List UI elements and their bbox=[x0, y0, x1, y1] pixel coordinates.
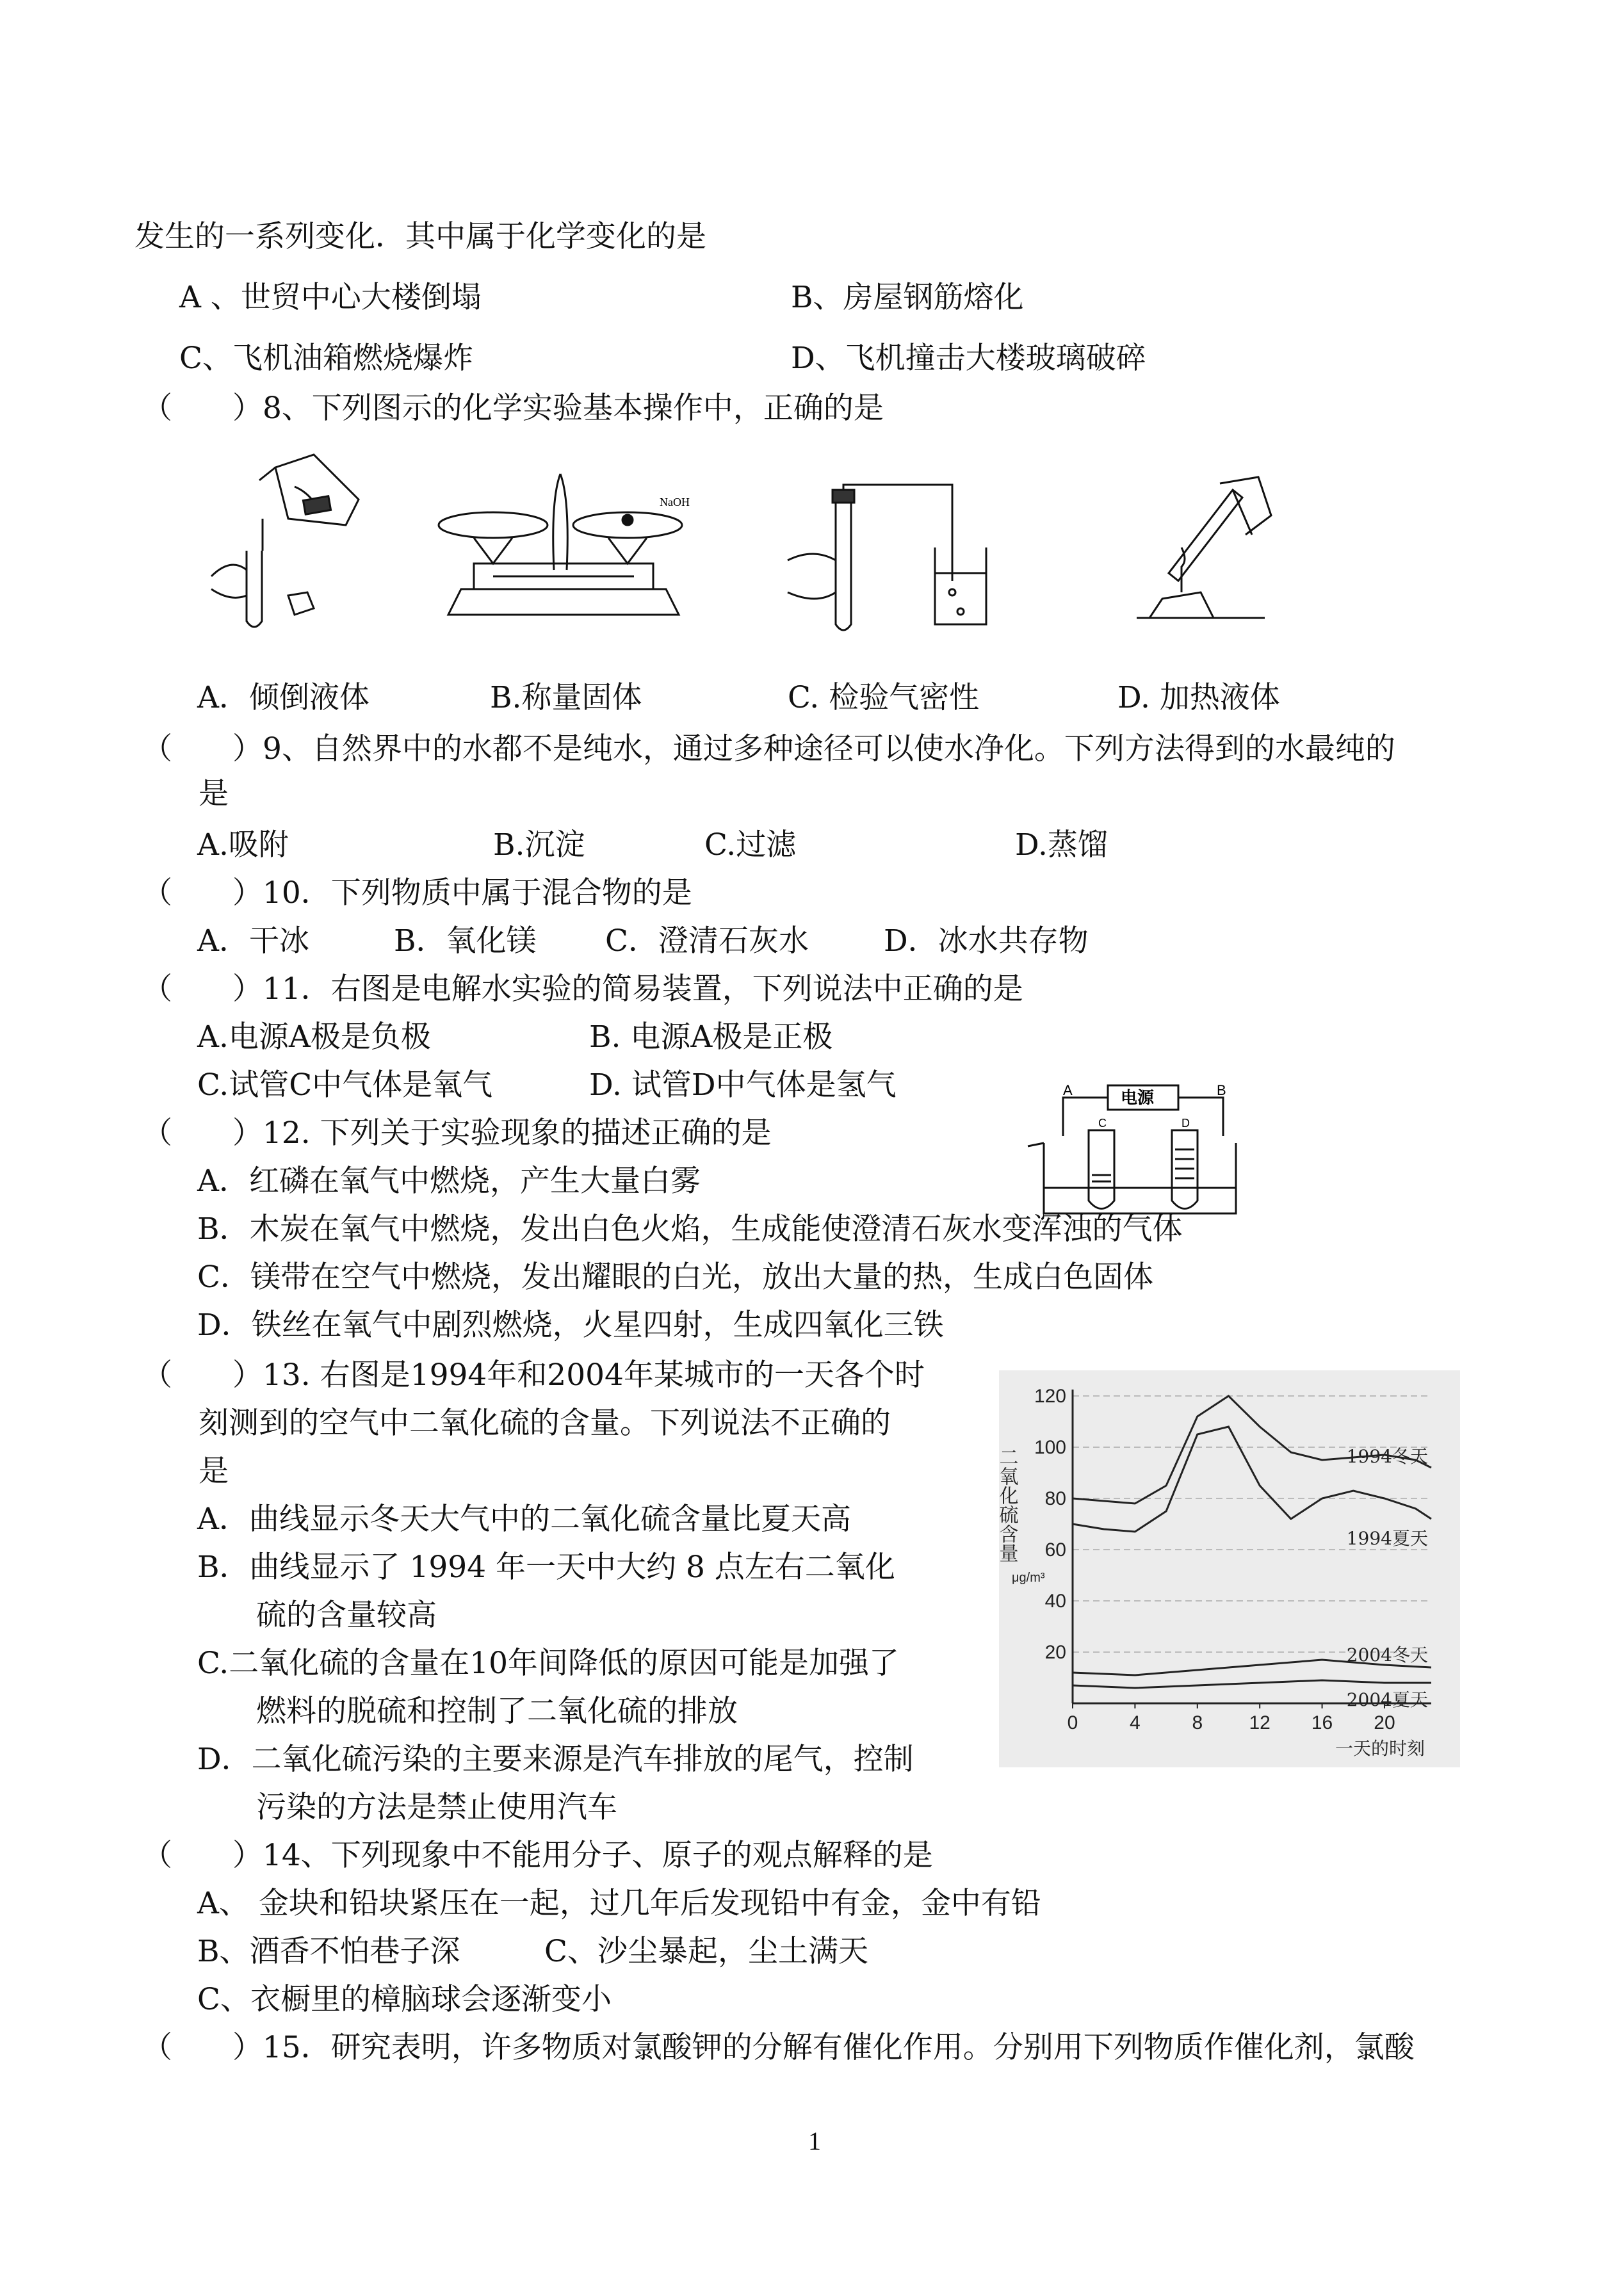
question-14-stem: （ ）14、下列现象中不能用分子、原子的观点解释的是 bbox=[142, 1838, 933, 1873]
electrode-a-label: A bbox=[1063, 1082, 1073, 1098]
option-10a: A．干冰 bbox=[197, 923, 309, 959]
question-13-stem-line-2: 刻测到的空气中二氧化硫的含量。下列说法不正确的 bbox=[199, 1406, 891, 1441]
option-8d: D. 加热液体 bbox=[1117, 680, 1280, 715]
option-7a: A 、世贸中心大楼倒塌 bbox=[179, 280, 482, 315]
option-8a: A．倾倒液体 bbox=[197, 680, 369, 715]
electrolysis-figure bbox=[1025, 1079, 1255, 1226]
option-12c: C．镁带在空气中燃烧，发出耀眼的白光，放出大量的热，生成白色固体 bbox=[197, 1260, 1153, 1295]
question-15-stem: （ ）15．研究表明，许多物质对氯酸钾的分解有催化作用。分别用下列物质作催化剂，氯酸 bbox=[142, 2030, 1415, 2065]
y-tick-label: 20 bbox=[1044, 1642, 1066, 1663]
option-8c: C. 检验气密性 bbox=[788, 680, 980, 715]
question-12-stem: （ ）12. 下列关于实验现象的描述正确的是 bbox=[142, 1115, 772, 1151]
series-label: 2004冬天 bbox=[1346, 1644, 1428, 1666]
x-axis-label: 一天的时刻 bbox=[1335, 1738, 1425, 1759]
page-number: 1 bbox=[808, 2127, 821, 2155]
option-9c: C.过滤 bbox=[704, 827, 797, 863]
option-10c: C．澄清石灰水 bbox=[605, 923, 809, 959]
option-12d: D．铁丝在氧气中剧烈燃烧，火星四射，生成四氧化三铁 bbox=[197, 1308, 944, 1343]
option-9d: D.蒸馏 bbox=[1015, 827, 1108, 863]
series-line-1994夏天 bbox=[1073, 1427, 1431, 1532]
option-11b: B. 电源A极是正极 bbox=[589, 1019, 833, 1055]
option-14b: B、酒香不怕巷子深 bbox=[197, 1934, 460, 1969]
option-13c-cont: 燃料的脱硫和控制了二氧化硫的排放 bbox=[256, 1694, 738, 1729]
option-13b: B．曲线显示了 1994 年一天中大约 8 点左右二氧化 bbox=[197, 1550, 895, 1585]
y-axis-label: 二氧化硫含量 bbox=[995, 1447, 1018, 1562]
power-source-label: 电源 bbox=[1121, 1089, 1155, 1108]
x-tick-label: 4 bbox=[1130, 1712, 1141, 1733]
x-tick-label: 8 bbox=[1192, 1712, 1203, 1733]
tube-d-label: D bbox=[1181, 1117, 1190, 1130]
y-tick-label: 40 bbox=[1044, 1591, 1066, 1612]
series-label: 2004夏天 bbox=[1346, 1689, 1428, 1710]
option-12b: B．木炭在氧气中燃烧，发出白色火焰，生成能使澄清石灰水变浑浊的气体 bbox=[197, 1212, 1183, 1247]
option-8b: B.称量固体 bbox=[490, 680, 642, 715]
option-14d: C、衣橱里的樟脑球会逐渐变小 bbox=[197, 1982, 612, 2017]
y-tick-label: 120 bbox=[1034, 1386, 1066, 1407]
option-12a: A．红磷在氧气中燃烧，产生大量白雾 bbox=[197, 1164, 701, 1199]
option-14c: C、沙尘暴起，尘土满天 bbox=[544, 1934, 868, 1969]
option-7c: C、飞机油箱燃烧爆炸 bbox=[179, 341, 473, 376]
series-label: 1994冬天 bbox=[1346, 1446, 1428, 1467]
question-7-stem-end: 发生的一系列变化．其中属于化学变化的是 bbox=[134, 219, 706, 254]
airtightness-figure bbox=[775, 483, 1018, 637]
heating-liquid-figure bbox=[1124, 471, 1297, 637]
series-line-2004夏天 bbox=[1073, 1680, 1431, 1688]
option-10d: D．冰水共存物 bbox=[884, 923, 1089, 959]
electrode-b-label: B bbox=[1217, 1082, 1226, 1098]
x-tick-label: 0 bbox=[1067, 1712, 1078, 1733]
option-13b-cont: 硫的含量较高 bbox=[256, 1598, 437, 1633]
tube-c-label: C bbox=[1098, 1117, 1107, 1130]
option-13d: D．二氧化硫污染的主要来源是汽车排放的尾气，控制 bbox=[197, 1742, 914, 1777]
question-10-stem: （ ）10．下列物质中属于混合物的是 bbox=[142, 875, 692, 911]
x-tick-label: 16 bbox=[1311, 1712, 1333, 1733]
balance-figure bbox=[435, 467, 692, 628]
question-9-stem: （ ）9、自然界中的水都不是纯水，通过多种途径可以使水净化。下列方法得到的水最纯的 bbox=[142, 731, 1395, 766]
x-tick-label: 20 bbox=[1374, 1712, 1395, 1733]
chart-plot-area bbox=[996, 1386, 1432, 1759]
option-7b: B、房屋钢筋熔化 bbox=[791, 280, 1024, 315]
option-11c: C.试管C中气体是氧气 bbox=[197, 1067, 493, 1103]
option-9a: A.吸附 bbox=[197, 827, 289, 863]
y-axis-unit: μg/m³ bbox=[1012, 1571, 1045, 1585]
question-11-stem: （ ）11．右图是电解水实验的简易装置，下列说法中正确的是 bbox=[142, 971, 1023, 1007]
x-tick-label: 12 bbox=[1249, 1712, 1271, 1733]
option-13d-cont: 污染的方法是禁止使用汽车 bbox=[256, 1790, 617, 1825]
y-tick-label: 60 bbox=[1044, 1539, 1066, 1561]
question-13-stem-line-3: 是 bbox=[199, 1454, 229, 1489]
option-11a: A.电源A极是负极 bbox=[197, 1019, 431, 1055]
so2-chart bbox=[995, 1370, 1460, 1767]
option-11d: D. 试管D中气体是氢气 bbox=[589, 1067, 897, 1103]
option-9b: B.沉淀 bbox=[493, 827, 585, 863]
y-tick-label: 80 bbox=[1044, 1488, 1066, 1509]
series-label: 1994夏天 bbox=[1346, 1528, 1428, 1549]
question-9-stem-cont: 是 bbox=[199, 776, 229, 811]
question-13-stem: （ ）13. 右图是1994年和2004年某城市的一天各个时 bbox=[142, 1358, 925, 1393]
naoh-label: NaOH bbox=[660, 496, 690, 508]
pouring-liquid-figure bbox=[199, 448, 384, 640]
question-8-stem: （ ）8、下列图示的化学实验基本操作中，正确的是 bbox=[142, 391, 884, 426]
option-14a: A、 金块和铅块紧压在一起，过几年后发现铅中有金，金中有铅 bbox=[197, 1886, 1041, 1921]
option-13c: C.二氧化硫的含量在10年间降低的原因可能是加强了 bbox=[197, 1646, 900, 1681]
option-13a: A．曲线显示冬天大气中的二氧化硫含量比夏天高 bbox=[197, 1502, 851, 1537]
option-10b: B．氧化镁 bbox=[394, 923, 537, 959]
option-7d: D、飞机撞击大楼玻璃破碎 bbox=[791, 341, 1146, 376]
y-tick-label: 100 bbox=[1034, 1437, 1066, 1458]
